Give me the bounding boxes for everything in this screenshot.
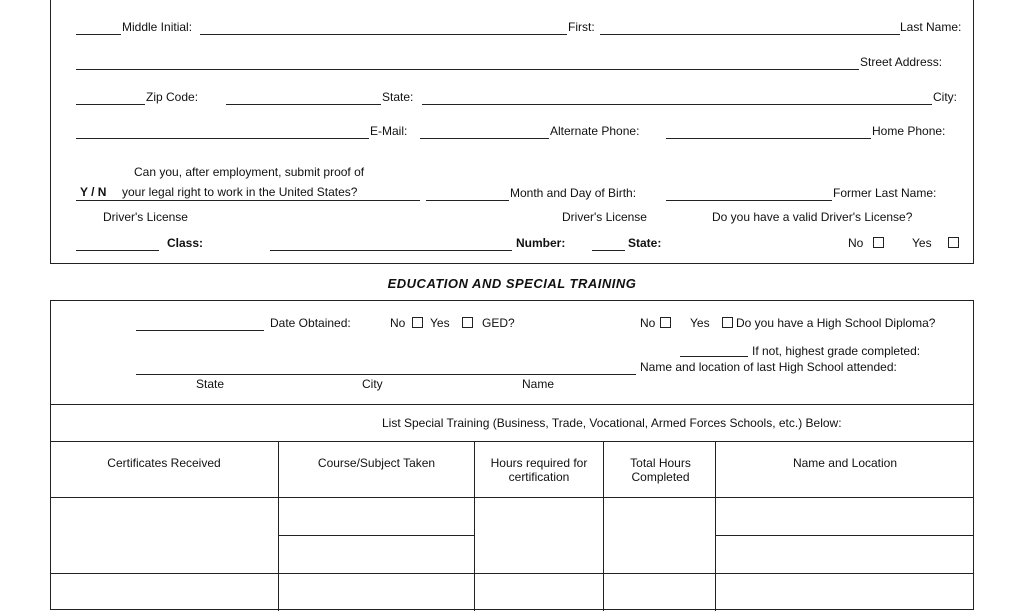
diploma-yes-checkbox[interactable] xyxy=(722,317,733,328)
license-number-input-line[interactable] xyxy=(270,250,512,251)
state-label: State: xyxy=(382,90,414,104)
table-cell[interactable] xyxy=(716,498,974,535)
street-address-label: Street Address: xyxy=(860,55,943,69)
hs-state-sublabel: State xyxy=(196,377,225,391)
col-header-total-hours: Total Hours Completed xyxy=(630,456,691,484)
email-label: E-Mail: xyxy=(370,124,408,138)
date-obtained-input-line[interactable] xyxy=(136,330,264,331)
middle-initial-input-line[interactable] xyxy=(76,34,121,35)
ged-no-checkbox[interactable] xyxy=(412,317,423,328)
valid-license-question: Do you have a valid Driver's License? xyxy=(712,210,913,224)
ged-yes-checkbox[interactable] xyxy=(462,317,473,328)
table-cell[interactable] xyxy=(475,498,603,573)
col-header-course-subject: Course/Subject Taken xyxy=(317,456,436,470)
license-class-label: Class: xyxy=(167,236,204,250)
diploma-yes-label: Yes xyxy=(690,316,710,330)
table-top-border xyxy=(50,441,974,442)
home-phone-input-line[interactable] xyxy=(666,138,871,139)
city-label: City: xyxy=(933,90,957,104)
diploma-no-checkbox[interactable] xyxy=(660,317,671,328)
education-divider xyxy=(50,404,974,405)
yes-no-answer[interactable]: Y / N xyxy=(80,185,107,199)
license-no-label: No xyxy=(848,236,864,250)
last-name-input-line[interactable] xyxy=(600,34,900,35)
home-phone-label: Home Phone: xyxy=(872,124,946,138)
former-last-name-input-line[interactable] xyxy=(666,200,832,201)
first-name-input-line[interactable] xyxy=(200,34,567,35)
zip-code-label: Zip Code: xyxy=(146,90,199,104)
middle-initial-label: Middle Initial: xyxy=(122,20,193,34)
high-school-location-input-line[interactable] xyxy=(136,374,636,375)
employment-question-line2: your legal right to work in the United States? xyxy=(122,185,358,199)
table-row-divider-c xyxy=(50,573,974,574)
table-cell[interactable] xyxy=(51,498,278,573)
drivers-license-label-2: Driver's License xyxy=(103,210,188,224)
hs-city-sublabel: City xyxy=(362,377,383,391)
first-name-label: First: xyxy=(568,20,595,34)
license-state-input-line[interactable] xyxy=(592,250,625,251)
former-last-name-label: Former Last Name: xyxy=(833,186,937,200)
diploma-no-label: No xyxy=(640,316,656,330)
high-school-location-label: Name and location of last High School attended: xyxy=(640,360,897,374)
highest-grade-label: If not, highest grade completed: xyxy=(752,344,921,358)
employment-question-line1: Can you, after employment, submit proof of xyxy=(134,165,365,179)
license-state-label: State: xyxy=(628,236,662,250)
alternate-phone-input-line[interactable] xyxy=(420,138,549,139)
birth-date-label: Month and Day of Birth: xyxy=(510,186,637,200)
street-address-input-line[interactable] xyxy=(76,69,859,70)
license-class-input-line[interactable] xyxy=(76,250,159,251)
hs-name-sublabel: Name xyxy=(522,377,555,391)
city-input-line[interactable] xyxy=(422,104,932,105)
personal-info-section xyxy=(50,0,974,264)
license-yes-label: Yes xyxy=(912,236,932,250)
license-yes-checkbox[interactable] xyxy=(948,237,959,248)
ged-no-label: No xyxy=(390,316,406,330)
license-number-label: Number: xyxy=(516,236,566,250)
drivers-license-label-1: Driver's License xyxy=(562,210,647,224)
col-header-name-location: Name and Location xyxy=(792,456,898,470)
col-header-certificates: Certificates Received xyxy=(107,456,221,470)
license-no-checkbox[interactable] xyxy=(873,237,884,248)
alternate-phone-label: Alternate Phone: xyxy=(550,124,640,138)
birth-date-input-line[interactable] xyxy=(426,200,509,201)
last-name-label: Last Name: xyxy=(900,20,962,34)
table-row-divider-b xyxy=(279,535,474,536)
email-input-line[interactable] xyxy=(76,138,369,139)
zip-code-input-line[interactable] xyxy=(76,104,145,105)
diploma-question: Do you have a High School Diploma? xyxy=(736,316,936,330)
date-obtained-label: Date Obtained: xyxy=(270,316,351,330)
ged-yes-label: Yes xyxy=(430,316,450,330)
special-training-label: List Special Training (Business, Trade, Vocational, Armed Forces Schools, etc.) Below: xyxy=(382,416,842,430)
section-title: EDUCATION AND SPECIAL TRAINING xyxy=(387,276,637,291)
table-cell[interactable] xyxy=(279,498,474,535)
state-input-line[interactable] xyxy=(226,104,381,105)
employment-question-underline xyxy=(76,200,420,201)
table-row-divider-a xyxy=(716,535,974,536)
col-header-hours-required: Hours required for certification xyxy=(490,456,588,484)
table-cell[interactable] xyxy=(604,498,714,573)
ged-question: GED? xyxy=(482,316,515,330)
highest-grade-input-line[interactable] xyxy=(680,356,748,357)
